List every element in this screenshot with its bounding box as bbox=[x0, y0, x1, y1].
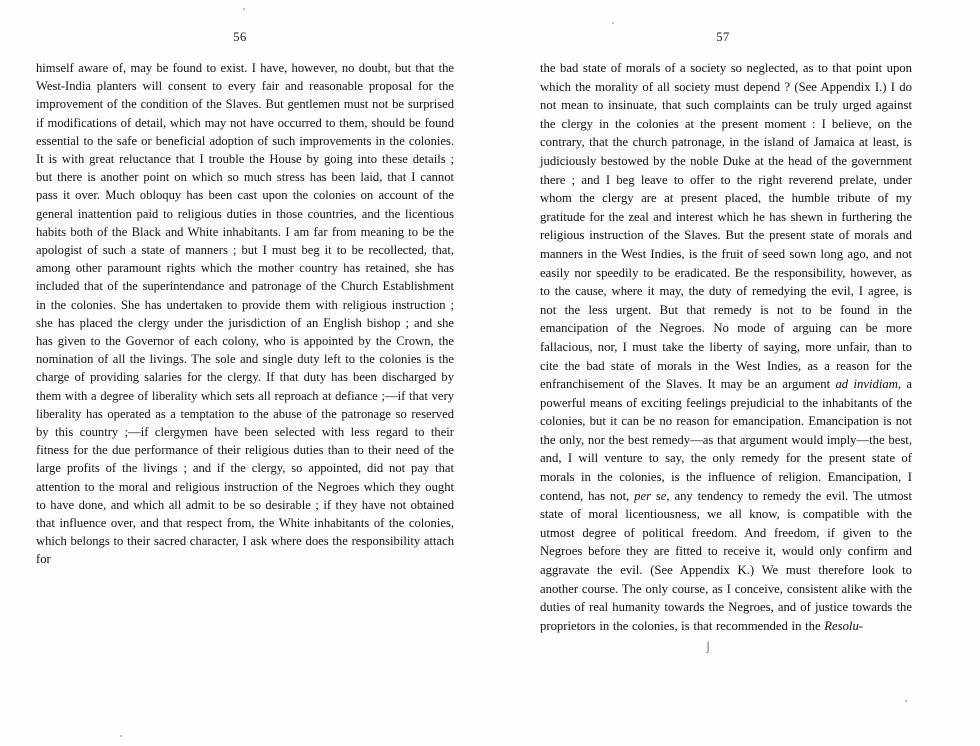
footnote-mark: ⌡ bbox=[705, 642, 712, 654]
italic-phrase: Resolu- bbox=[824, 618, 864, 633]
page-spread bbox=[0, 30, 980, 654]
scan-speck bbox=[612, 22, 614, 24]
left-page bbox=[0, 30, 470, 635]
text-run: a powerful means of exciting feelings prejudicial to the inhabitants of the colonies, but it can be no reason for emancipation. Emancipation is not the only, nor the best remedy—as that argument would imply—the best, and, I will venture to say, the only remedy for the present state of morals in the colonies, is the influence of religion. Emancipation, I contend, has not, bbox=[540, 377, 912, 503]
text-run: the bad state of morals of a society so neglected, as to that point upon which the morality of all society must depend ? (See Appendix I.) I do not mean to insinuate, that such complaints can be truly urged against the clergy in the colonies at the present moment : I believe, on the contrary, that the church patronage, in the island of Jamaica at least, is judiciously bestowed by the noble Duke at the head of the government there ; and I beg leave to offer to the right reverend prelate, under whom the clergy are at present placed, the humble tribute of my gratitude for the zeal and interest which he has shewn in furthering the religious instruction of the Slaves. But the present state of morals and manners in the West Indies, is the fruit of seed sown long ago, and not easily nor speedily to be eradicated. Be the responsibility, however, as to the cause, where it may, the duty of remedying the evil, I agree, is not the less urgent. But that remedy is not to be found in the emancipation of the Negroes. No mode of arguing can be more fallacious, nor, I must take the liberty of saying, more unfair, than to cite the bad state of morals in the West Indies, as a reason for the enfranchisement of the Slaves. It may be an argument bbox=[540, 61, 912, 392]
page-number-right: 57 bbox=[716, 30, 730, 44]
scan-speck bbox=[120, 735, 122, 737]
italic-phrase: per se, bbox=[634, 488, 670, 503]
text-run: any tendency to remedy the evil. The utmost state of moral licentiousness, we all know, is compatible with the utmost degree of political freedom. And freedom, if given to the Negroes before they are fitted to receive it, would only confirm and aggravate the evil. (See Appendix K.) We must therefore look to another course. The only course, as I conceive, consistent alike with the duties of real humanity towards the Negroes, and of justice towards the proprietors in the colonies, is that recommended in the bbox=[540, 488, 912, 633]
scan-speck bbox=[243, 8, 245, 10]
scan-speck bbox=[905, 700, 907, 702]
left-page-body: himself aware of, may be found to exist. I have, however, no doubt, but that the West-India planters will consent to every fair and reasonable proposal for the improvement of the condition of the Slaves. But gentlemen must not be surprised if modifications of detail, which may not have occurred to them, should be found essential to the safe or beneficial adoption of such improvements in the colonies. It is with great reluctance that I trouble the House by going into these details ; but there is another point on which so much stress has been laid, that I cannot pass it over. Much obloquy has been cast upon the colonies on account of the general inattention paid to religious duties in those countries, and the licentious habits both of the Black and White inhabitants. I am far from meaning to be the apologist of such a state of manners ; but I must beg it to be recollected, that, among other paramount rights which the mother country has retained, she has included that of the superintendance and patronage of the Church Establishment in the colonies. She has undertaken to provide them with religious instruction ; she has placed the clergy under the jurisdiction of an English bishop ; and she has given to the Governor of each colony, who is appointed by the Crown, the nomination of all the livings. The sole and single duty left to the colonies is the charge of providing salaries for the clergy. If that duty has been discharged by them with a degree of liberality which sets all reproach at defiance ;—if that very liberality has operated as a temptation to the abuse of the patronage so reserved by this country ;—if clergymen have been selected with less regard to their fitness for the due performance of their religious duties than to their need of the large profits of the livings ; and if the clergy, so appointed, did not pay that attention to the moral and religious instruction of the Negroes which they ought to have done, and which all admit to be so desirable ; if they have not obtained that influence over, and that respect from, the White inhabitants of the colonies, which belongs to their sacred character, I ask where does the responsibility attach for bbox=[36, 61, 454, 567]
page-number-left: 56 bbox=[233, 30, 247, 44]
right-page-body bbox=[540, 59, 912, 635]
right-page bbox=[470, 30, 940, 654]
italic-phrase: ad invidiam, bbox=[835, 377, 902, 392]
